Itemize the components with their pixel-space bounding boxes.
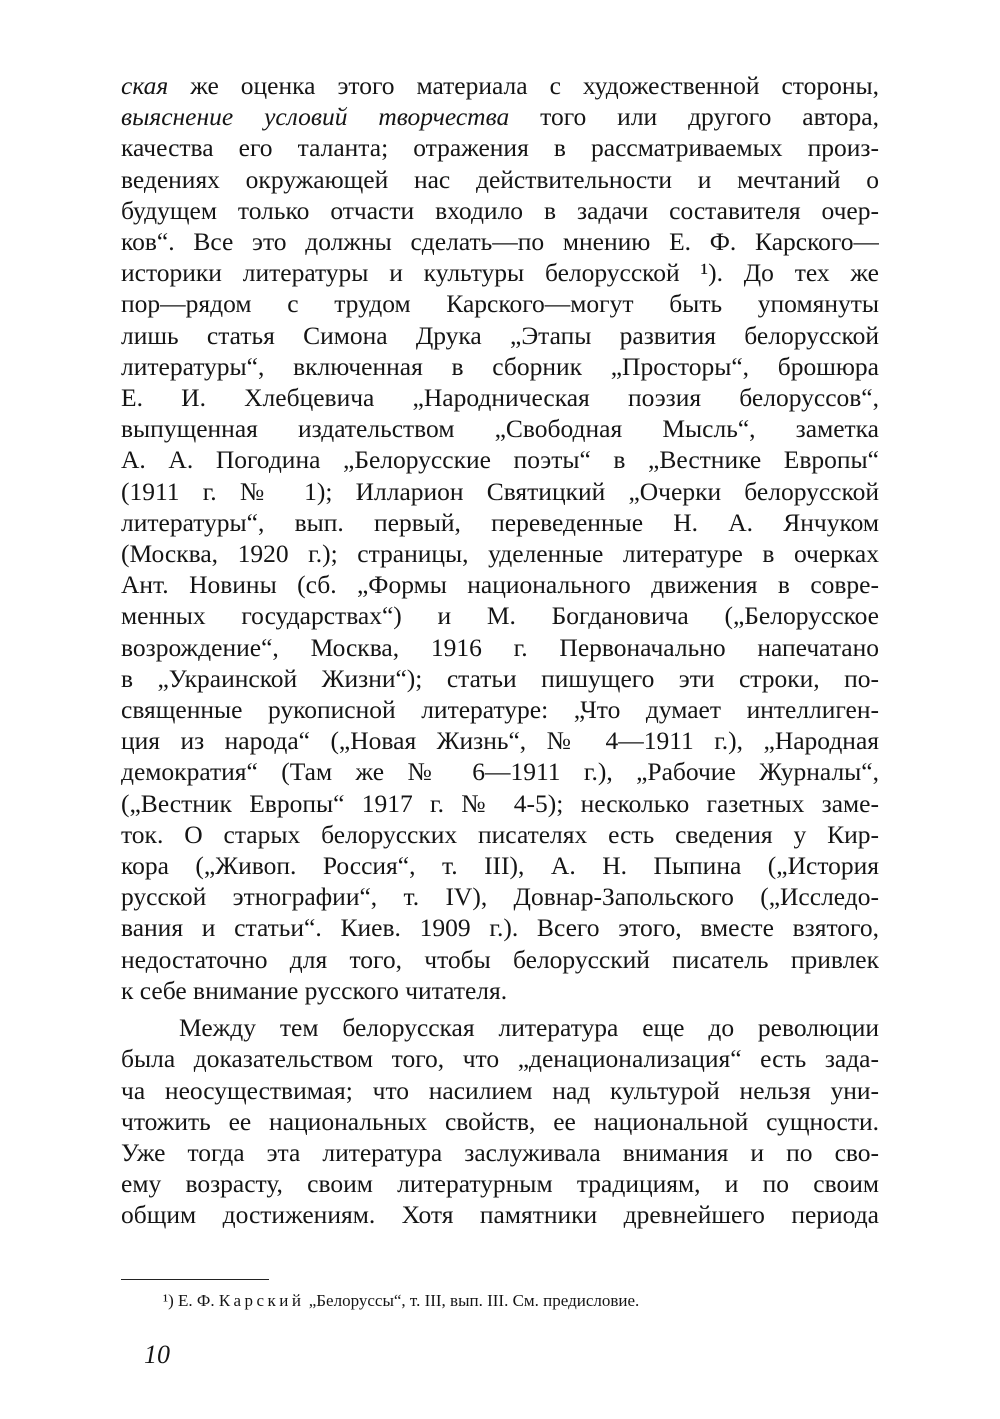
text-line: Е. И. Хлебцевича „Народническая поэзия белоруссов“, (121, 383, 879, 413)
text-line: историки литературы и культуры белорусской ¹). До тех же (121, 258, 879, 288)
text-line: (Москва, 1920 г.); страницы, уделенные литературе в очерках (121, 539, 879, 569)
text-line: ская же оценка этого материала с художественной стороны, (121, 71, 879, 100)
text-line: возрождение“, Москва, 1916 г. Первоначально напечатано (121, 632, 879, 662)
page-body (121, 70, 879, 1231)
footnote (163, 1290, 639, 1312)
text-line: ему возрасту, своим литературным традициям, и по своим (121, 1169, 879, 1199)
text-line: лишь статья Симона Друка „Этапы развития белорусской (121, 320, 879, 350)
footnote-author: Карский (218, 1291, 305, 1310)
text-line: ков“. Все это должны сделать—по мнению Е. Ф. Карского— (121, 227, 879, 257)
text-line: к себе внимание русского читателя. (121, 975, 508, 1005)
text-line: вания и статьи“. Киев. 1909 г.). Всего этого, вместе взятого, (121, 913, 879, 943)
text-line: Уже тогда эта литература заслуживала внимания и по сво- (121, 1137, 879, 1167)
text-line: А. А. Погодина „Белорусские поэты“ в „Вестнике Европы“ (121, 445, 879, 475)
paragraph-1 (121, 70, 879, 1006)
text-line: недостаточно для того, чтобы белорусский писатель привлек (121, 944, 879, 974)
text-line: пор—рядом с трудом Карского—могут быть упомянуты (121, 289, 879, 319)
text-line: была доказательством того, что „денационализация“ есть зада- (121, 1044, 879, 1074)
italic-fragment: ская (121, 71, 169, 100)
text-line: ча неосуществимая; что насилием над культурой нельзя уни- (121, 1075, 879, 1105)
text-line: демократия“ (Там же № 6—1911 г.), „Рабочие Журналы“, (121, 757, 879, 787)
text-line: („Вестник Европы“ 1917 г. № 4-5); несколько газетных заме- (121, 788, 879, 818)
text-line: священные рукописной литературе: „Что думает интеллиген- (121, 695, 879, 725)
footnote-marker: ¹) Е. Ф. (163, 1291, 219, 1310)
footnote-divider (121, 1279, 269, 1280)
text-line: (1911 г. № 1); Илларион Святицкий „Очерки белорусской (121, 476, 879, 506)
text-line: литературы“, вып. первый, переведенные Н. А. Янчуком (121, 507, 879, 537)
text-line: будущем только отчасти входило в задачи составителя очер- (121, 195, 879, 225)
text-line: русской этнографии“, т. IV), Довнар-Запольского („Исследо- (121, 882, 879, 912)
italic-fragment: выяснение условий творчества (121, 102, 510, 132)
text-line: ток. О старых белорусских писателях есть сведения у Кир- (121, 819, 879, 849)
footnote-text: „Белоруссы“, т. III, вып. III. См. предисловие. (304, 1291, 640, 1310)
text-line: кора („Живоп. Россия“, т. III), А. Н. Пыпина („История (121, 851, 879, 881)
page-number: 10 (144, 1340, 170, 1369)
text-line: ведениях окружающей нас действительности и мечтаний о (121, 164, 879, 194)
text-line: выпущенная издательством „Свободная Мысль“, заметка (121, 414, 879, 444)
text-line: в „Украинской Жизни“); статьи пишущего эти строки, по- (121, 663, 879, 693)
text-line: Между тем белорусская литература еще до революции (179, 1013, 879, 1043)
paragraph-2 (121, 1012, 879, 1230)
text-line: выяснение условий творчества того или другого автора, (121, 102, 879, 132)
text-line: чтожить ее национальных свойств, ее национальной сущности. (121, 1106, 879, 1136)
text-line: общим достижениям. Хотя памятники древнейшего периода (121, 1200, 879, 1230)
text-line: Ант. Новины (сб. „Формы национального движения в совре- (121, 570, 879, 600)
text-line: литературы“, включенная в сборник „Просторы“, брошюра (121, 351, 879, 381)
text-line: качества его таланта; отражения в рассматриваемых произ- (121, 133, 879, 163)
text-line: ция из народа“ („Новая Жизнь“, № 4—1911 г.), „Народная (121, 726, 879, 756)
text-line: менных государствах“) и М. Богдановича („Белорусское (121, 601, 879, 631)
